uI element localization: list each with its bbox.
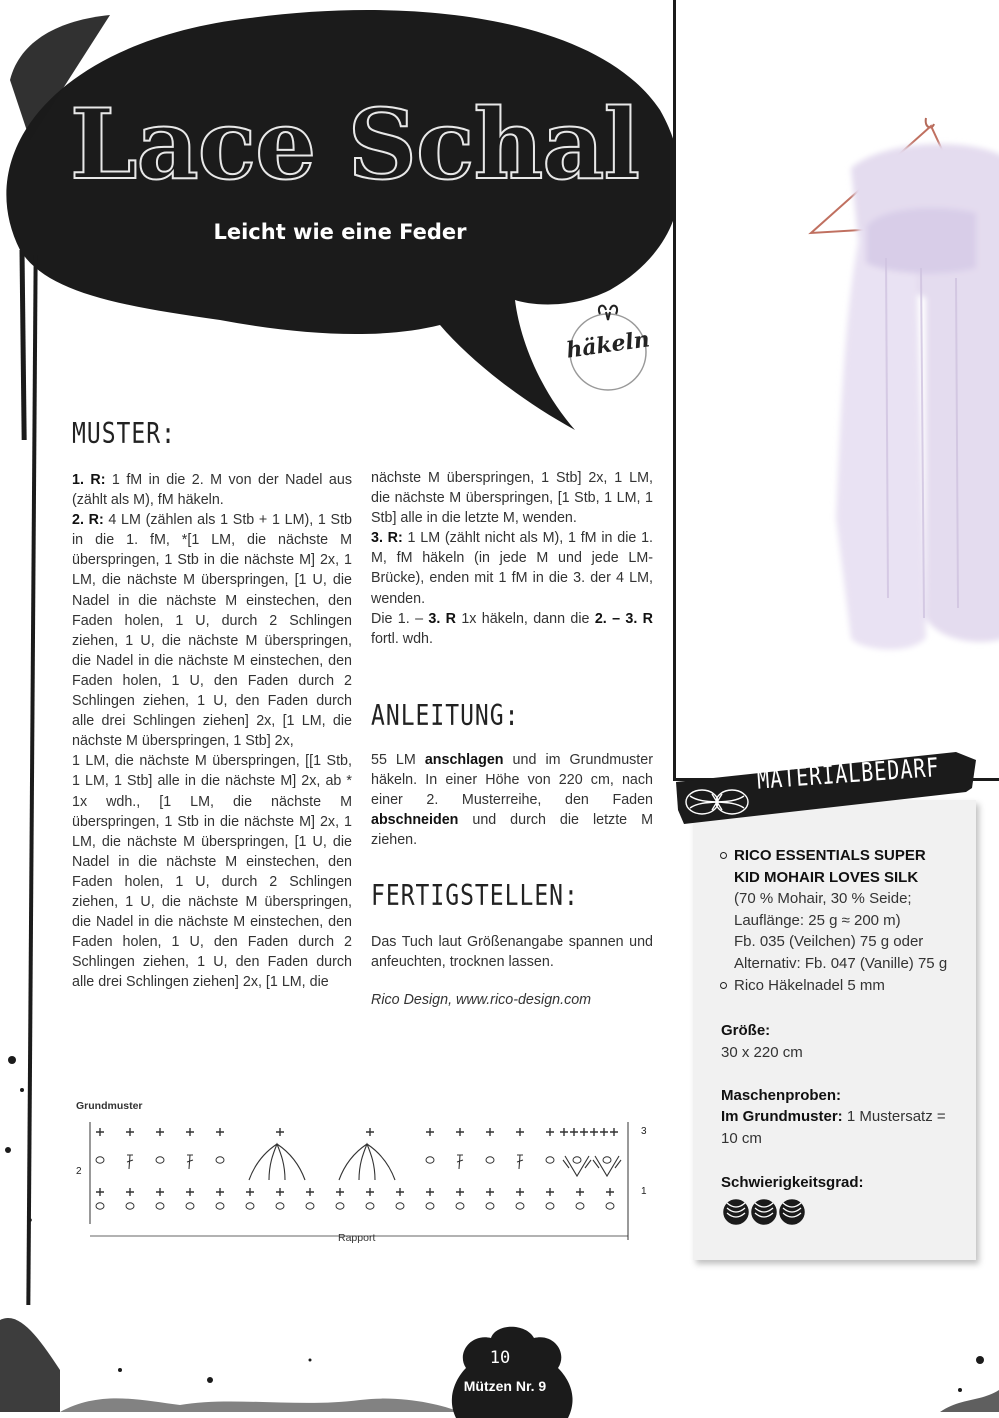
ink-splatter-right	[880, 1280, 999, 1412]
fertigstellen-heading: FERTIGSTELLEN:	[371, 880, 579, 913]
scarf-image	[676, 0, 999, 778]
chain-symbol	[156, 1203, 164, 1209]
yarn-ball-icon	[752, 1200, 776, 1224]
single-crochet-symbol	[516, 1128, 524, 1136]
gauge-label: Maschenproben:	[721, 1087, 842, 1104]
product-photo	[673, 0, 999, 781]
yarn-item	[734, 845, 974, 975]
single-crochet-symbol	[426, 1188, 434, 1196]
single-crochet-symbol	[456, 1188, 464, 1196]
chain-symbol	[546, 1157, 554, 1163]
single-crochet-symbol	[546, 1188, 554, 1196]
hook-text: Rico Häkelnadel 5 mm	[734, 977, 885, 994]
difficulty-label: Schwierigkeitsgrad:	[721, 1174, 864, 1191]
v-stitch-symbol	[593, 1156, 621, 1176]
magazine-name: Mützen Nr. 9	[463, 1378, 547, 1394]
yarn-ball-icon	[780, 1200, 804, 1224]
difficulty-icons	[721, 1198, 831, 1228]
gauge-text: Im Grundmuster: 1 Mustersatz = 10 cm	[721, 1108, 946, 1147]
chart-row-2: 2	[76, 1166, 82, 1177]
chain-symbol	[573, 1157, 581, 1163]
round-3-text: 1 LM (zählt nicht als M), 1 fM in die 1. M, fM häkeln (in jede M und jede LM-Brücke), enden mit 1 fM in die 3. der 4 LM, wenden.	[371, 530, 653, 607]
round-2-label: 2. R:	[72, 512, 104, 529]
single-crochet-symbol	[366, 1128, 374, 1136]
chain-symbol	[603, 1157, 611, 1163]
badge-label: häkeln	[564, 326, 652, 364]
single-crochet-symbol	[396, 1188, 404, 1196]
chain-symbol	[156, 1157, 164, 1163]
fertigstellen-text: Das Tuch laut Größenangabe spannen und anfeuchten, trocknen lassen.	[371, 934, 653, 971]
single-crochet-symbol	[456, 1128, 464, 1136]
round-2	[72, 510, 352, 751]
single-crochet-symbol	[216, 1188, 224, 1196]
round-2-text: 4 LM (zählen als 1 Stb + 1 LM), 1 Stb in die 1. fM, *[1 LM, die nächste M überspringen, 1 Stb in die nächste M] 2x, 1 LM, die nächste M überspringen, [1 U, die Nadel in die nächste M einstechen, den Faden holen, 1 U, durch 2 Schlingen ziehen, 1 U, die nächste M überspringen, die Nadel in die nächste M einstechen, den Faden holen, 1 U, den Faden durch 2 Schlingen ziehen, 1 U, den Faden durch alle drei Schlingen ziehen] 2x, [1 LM, die nächste M überspringen, 1 Stb] 2x,	[72, 512, 352, 750]
double-crochet-symbol	[187, 1155, 193, 1169]
chain-symbol	[396, 1203, 404, 1209]
chain-symbol	[486, 1203, 494, 1209]
yarn-detail-1: (70 % Mohair, 30 % Seide;	[734, 890, 912, 908]
round-1-text: 1 fM in die 2. M von der Nadel aus (zählt als M), fM häkeln.	[72, 472, 352, 509]
single-crochet-symbol	[246, 1188, 254, 1196]
single-crochet-symbol	[580, 1128, 588, 1136]
difficulty-rating	[721, 1198, 831, 1228]
size-value: 30 x 220 cm	[721, 1044, 803, 1061]
chain-symbol	[96, 1157, 104, 1163]
single-crochet-symbol	[156, 1128, 164, 1136]
single-crochet-symbol	[96, 1188, 104, 1196]
hook-item	[734, 975, 974, 997]
single-crochet-symbol	[186, 1128, 194, 1136]
chain-symbol	[576, 1203, 584, 1209]
chain-symbol	[606, 1203, 614, 1209]
cluster-symbol	[249, 1144, 305, 1180]
page-number-badge	[446, 1318, 578, 1418]
chain-symbol	[216, 1203, 224, 1209]
single-crochet-symbol	[126, 1188, 134, 1196]
bullet-icon	[720, 852, 727, 859]
chain-symbol	[546, 1203, 554, 1209]
single-crochet-symbol	[590, 1128, 598, 1136]
design-credit: Rico Design, www.rico-design.com	[371, 992, 592, 1008]
single-crochet-symbol	[606, 1188, 614, 1196]
single-crochet-symbol	[546, 1128, 554, 1136]
yarn-name-1: RICO ESSENTIALS SUPER	[734, 847, 926, 864]
chain-symbol	[246, 1203, 254, 1209]
double-crochet-symbol	[517, 1155, 523, 1169]
single-crochet-symbol	[216, 1128, 224, 1136]
yarn-skein-icon	[684, 782, 750, 822]
material-title: MATERIALBEDARF	[756, 751, 941, 796]
single-crochet-symbol	[516, 1188, 524, 1196]
chain-symbol	[336, 1203, 344, 1209]
single-crochet-symbol	[126, 1128, 134, 1136]
chain-symbol	[96, 1203, 104, 1209]
round-1-label: 1. R:	[72, 472, 106, 488]
chain-symbol	[456, 1203, 464, 1209]
chain-symbol	[486, 1157, 494, 1163]
round-2-end: nächste M überspringen, 1 Stb] 2x, 1 LM, die nächste M überspringen, [1 Stb, 1 LM, 1 Stb] alle in die letzte M, wenden.	[371, 470, 653, 527]
double-crochet-symbol	[127, 1155, 133, 1169]
single-crochet-symbol	[576, 1188, 584, 1196]
single-crochet-symbol	[600, 1128, 608, 1136]
chain-symbol	[276, 1203, 284, 1209]
single-crochet-symbol	[610, 1128, 618, 1136]
v-stitch-symbol	[563, 1156, 591, 1176]
text-column-1	[72, 470, 352, 992]
yarn-detail-3: Fb. 035 (Veilchen) 75 g oder	[734, 933, 924, 951]
cluster-symbol	[339, 1144, 395, 1180]
single-crochet-symbol	[366, 1188, 374, 1196]
chain-symbol	[516, 1203, 524, 1209]
single-crochet-symbol	[276, 1188, 284, 1196]
single-crochet-symbol	[336, 1188, 344, 1196]
yarn-detail-4: Alternativ: Fb. 047 (Vanille) 75 g	[734, 954, 948, 972]
size-label: Größe:	[721, 1022, 771, 1039]
text-column-2	[371, 468, 653, 649]
round-3-label: 3. R:	[371, 530, 403, 547]
chain-symbol	[366, 1203, 374, 1209]
round-2-continued: 1 LM, die nächste M überspringen, [[1 Stb, 1 LM, 1 Stb] alle in die nächste M] 2x, ab * 1x wdh., [1 LM, die nächste M überspringen, 1 Stb in die nächste M] 2x, 1 LM, die nächste M überspringen, [1 U, die Nadel in die nächste M einstechen, den Faden holen, 1 U, durch 2 Schlingen ziehen, 1 U, die nächste M überspringen, die Nadel in die nächste M einstechen, den Faden holen, 1 U, den Faden durch 2 Schlingen ziehen, 1 U, den Faden durch alle drei Schlingen ziehen] 2x, [1 LM, die	[72, 753, 352, 991]
single-crochet-symbol	[156, 1188, 164, 1196]
page-number: 10	[489, 1348, 511, 1368]
single-crochet-symbol	[276, 1128, 284, 1136]
chain-symbol	[306, 1203, 314, 1209]
single-crochet-symbol	[96, 1128, 104, 1136]
double-crochet-symbol	[457, 1155, 463, 1169]
ink-splatter-bottom	[60, 1300, 460, 1412]
page-title: Lace Schal	[70, 88, 639, 201]
yarn-detail-2: Lauflänge: 25 g ≈ 200 m)	[734, 911, 901, 929]
round-3	[371, 528, 653, 608]
single-crochet-symbol	[486, 1128, 494, 1136]
anleitung-text: 55 LM anschlagen und im Grundmuster häkeln. In einer Höhe von 220 cm, nach einer 2. Musterreihe, den Faden abschneiden und durch die letzte M ziehen.	[371, 752, 653, 849]
ink-splatter	[0, 1040, 60, 1412]
chart-row-3: 3	[641, 1126, 647, 1137]
chain-symbol	[186, 1203, 194, 1209]
anleitung-heading: ANLEITUNG:	[371, 700, 520, 733]
chart-row-1: 1	[641, 1186, 647, 1197]
repeat-instruction: Die 1. – 3. R 1x häkeln, dann die 2. – 3. R fortl. wdh.	[371, 610, 653, 647]
single-crochet-symbol	[426, 1128, 434, 1136]
single-crochet-symbol	[306, 1188, 314, 1196]
yarn-ball-icon	[724, 1200, 748, 1224]
muster-heading: MUSTER:	[72, 418, 176, 451]
page-subtitle: Leicht wie eine Feder	[213, 220, 467, 244]
chart-title: Grundmuster	[76, 1100, 143, 1112]
chart-rapport-label: Rapport	[338, 1232, 376, 1244]
chain-symbol	[426, 1203, 434, 1209]
single-crochet-symbol	[560, 1128, 568, 1136]
single-crochet-symbol	[486, 1188, 494, 1196]
single-crochet-symbol	[570, 1128, 578, 1136]
bullet-icon	[720, 982, 727, 989]
single-crochet-symbol	[186, 1188, 194, 1196]
chain-symbol	[216, 1157, 224, 1163]
chain-symbol	[426, 1157, 434, 1163]
round-1	[72, 470, 352, 510]
yarn-name-2: KID MOHAIR LOVES SILK	[734, 868, 919, 886]
chain-symbol	[126, 1203, 134, 1209]
crochet-chart	[72, 1098, 662, 1248]
